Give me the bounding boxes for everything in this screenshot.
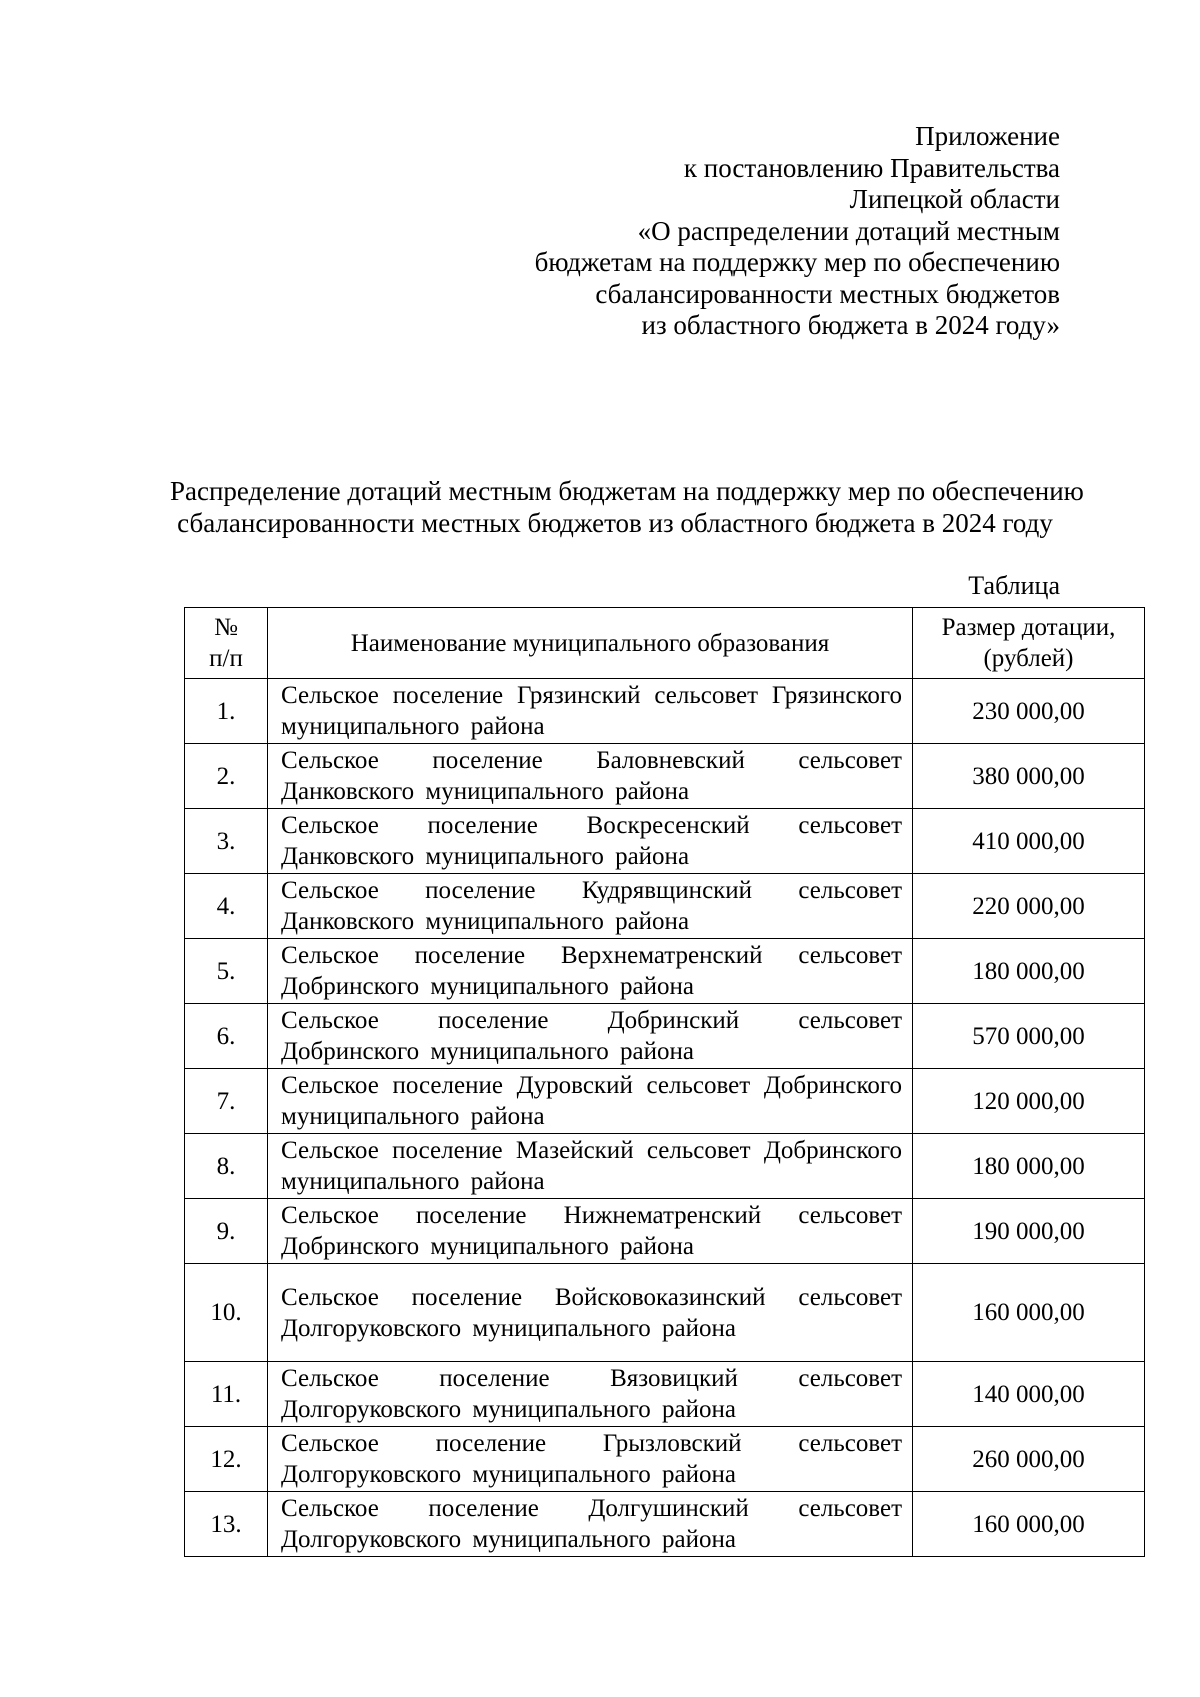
row-number: 8. bbox=[185, 1134, 268, 1199]
appendix-line: сбалансированности местных бюджетов bbox=[595, 278, 1060, 309]
table-row bbox=[185, 679, 1145, 744]
row-municipality: Сельское поселение Вязовицкий сельсовет Долгоруковского муниципального района bbox=[268, 1362, 913, 1427]
appendix-header bbox=[535, 121, 1060, 342]
row-amount: 180 000,00 bbox=[913, 1134, 1145, 1199]
appendix-line: к постановлению Правительства bbox=[683, 152, 1060, 183]
row-municipality: Сельское поселение Нижнематренский сельсовет Добринского муниципального района bbox=[268, 1199, 913, 1264]
row-number: 4. bbox=[185, 874, 268, 939]
subsidy-table bbox=[184, 607, 1145, 1557]
table-label: Таблица bbox=[968, 571, 1060, 600]
appendix-line: бюджетам на поддержку мер по обеспечению bbox=[534, 247, 1060, 277]
row-municipality: Сельское поселение Верхнематренский сельсовет Добринского муниципального района bbox=[268, 939, 913, 1004]
header-amount-line1: Размер дотации, bbox=[941, 614, 1116, 641]
row-number: 1. bbox=[185, 679, 268, 744]
table-row bbox=[185, 939, 1145, 1004]
header-num bbox=[185, 608, 268, 679]
appendix-line: Липецкой области bbox=[849, 184, 1060, 214]
table-row bbox=[185, 1362, 1145, 1427]
row-amount: 220 000,00 bbox=[913, 874, 1145, 939]
table-row bbox=[185, 809, 1145, 874]
row-amount: 230 000,00 bbox=[913, 679, 1145, 744]
table-row bbox=[185, 744, 1145, 809]
row-municipality: Сельское поселение Мазейский сельсовет Добринского муниципального района bbox=[268, 1134, 913, 1199]
row-amount: 120 000,00 bbox=[913, 1069, 1145, 1134]
row-number: 9. bbox=[185, 1199, 268, 1264]
table-row bbox=[185, 1004, 1145, 1069]
header-num-line1: № bbox=[214, 614, 238, 641]
row-amount: 180 000,00 bbox=[913, 939, 1145, 1004]
row-number: 13. bbox=[185, 1492, 268, 1557]
row-municipality: Сельское поселение Добринский сельсовет Добринского муниципального района bbox=[268, 1004, 913, 1069]
appendix-line: «О распределении дотаций местным bbox=[637, 215, 1060, 246]
row-number: 5. bbox=[185, 939, 268, 1004]
row-municipality: Сельское поселение Воскресенский сельсовет Данковского муниципального района bbox=[268, 809, 913, 874]
title-line: Распределение дотаций местным бюджетам на поддержку мер по обеспечению bbox=[170, 476, 1084, 506]
row-municipality: Сельское поселение Долгушинский сельсовет Долгоруковского муниципального района bbox=[268, 1492, 913, 1557]
row-number: 10. bbox=[185, 1264, 268, 1362]
table-row bbox=[185, 1069, 1145, 1134]
row-amount: 380 000,00 bbox=[913, 744, 1145, 809]
row-number: 2. bbox=[185, 744, 268, 809]
header-num-line2: п/п bbox=[209, 645, 243, 672]
header-amount bbox=[913, 608, 1145, 679]
table-row bbox=[185, 1134, 1145, 1199]
row-number: 3. bbox=[185, 809, 268, 874]
row-amount: 140 000,00 bbox=[913, 1362, 1145, 1427]
table-row bbox=[185, 1492, 1145, 1557]
appendix-line: из областного бюджета в 2024 году» bbox=[641, 310, 1060, 340]
row-municipality: Сельское поселение Кудрявщинский сельсовет Данковского муниципального района bbox=[268, 874, 913, 939]
row-number: 11. bbox=[185, 1362, 268, 1427]
row-amount: 160 000,00 bbox=[913, 1492, 1145, 1557]
title-line: сбалансированности местных бюджетов из областного бюджета в 2024 году bbox=[177, 507, 1053, 538]
row-municipality: Сельское поселение Войсковоказинский сельсовет Долгоруковского муниципального района bbox=[268, 1264, 913, 1362]
row-municipality: Сельское поселение Грязинский сельсовет Грязинского муниципального района bbox=[268, 679, 913, 744]
table-row bbox=[185, 874, 1145, 939]
row-amount: 570 000,00 bbox=[913, 1004, 1145, 1069]
row-amount: 190 000,00 bbox=[913, 1199, 1145, 1264]
row-municipality: Сельское поселение Баловневский сельсовет Данковского муниципального района bbox=[268, 744, 913, 809]
table-header-row bbox=[185, 608, 1145, 679]
table-row bbox=[185, 1427, 1145, 1492]
table-row bbox=[185, 1264, 1145, 1362]
appendix-line: Приложение bbox=[915, 121, 1060, 151]
row-amount: 410 000,00 bbox=[913, 809, 1145, 874]
row-municipality: Сельское поселение Дуровский сельсовет Добринского муниципального района bbox=[268, 1069, 913, 1134]
header-amount-line2: (рублей) bbox=[983, 645, 1074, 672]
row-amount: 160 000,00 bbox=[913, 1264, 1145, 1362]
row-municipality: Сельское поселение Грызловский сельсовет Долгоруковского муниципального района bbox=[268, 1427, 913, 1492]
row-number: 7. bbox=[185, 1069, 268, 1134]
header-name: Наименование муниципального образования bbox=[268, 608, 913, 679]
table-row bbox=[185, 1199, 1145, 1264]
row-amount: 260 000,00 bbox=[913, 1427, 1145, 1492]
document-title bbox=[170, 476, 1084, 539]
row-number: 6. bbox=[185, 1004, 268, 1069]
row-number: 12. bbox=[185, 1427, 268, 1492]
